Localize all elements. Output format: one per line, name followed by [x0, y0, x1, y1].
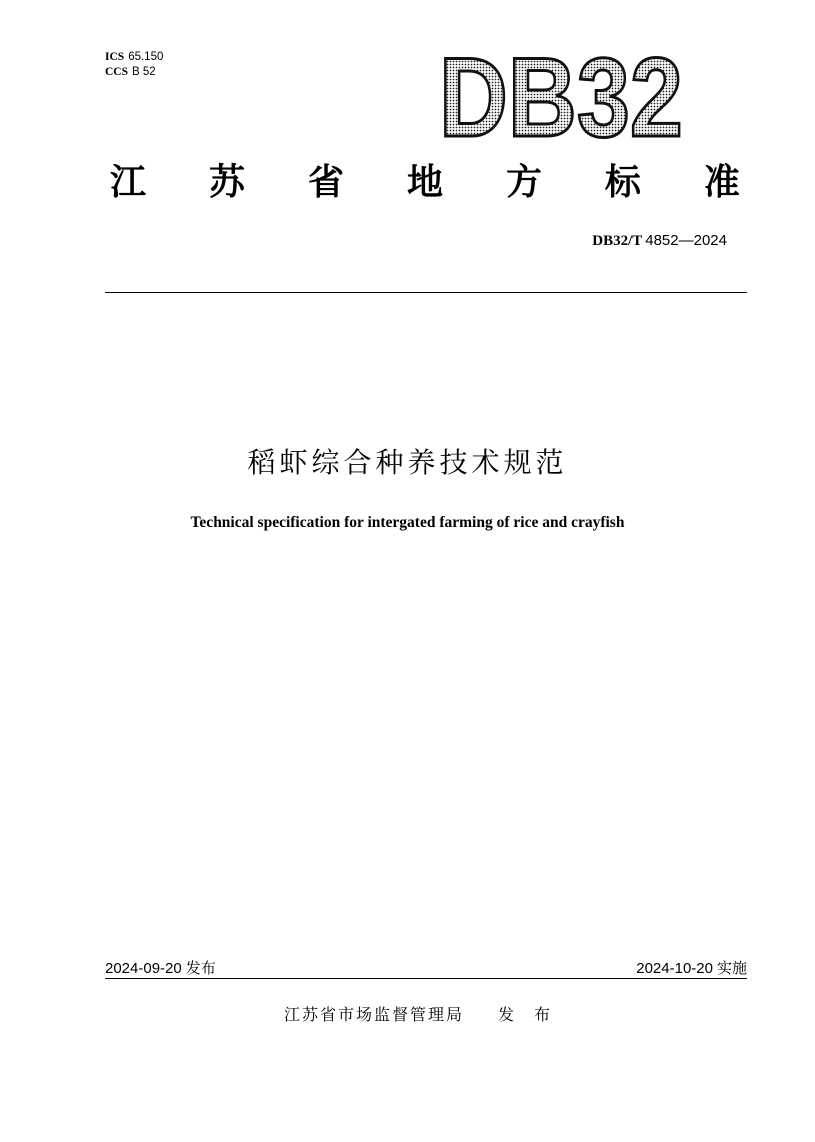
standard-type-char: 地 — [406, 162, 443, 203]
standard-type-char: 方 — [505, 162, 542, 203]
ics-code — [105, 49, 163, 64]
classification-codes — [105, 49, 163, 79]
publisher-name: 江苏省市场监督管理局 — [284, 1005, 465, 1024]
standard-type — [110, 158, 740, 208]
ccs-label: CCS — [105, 66, 129, 78]
standard-type-char: 准 — [703, 162, 740, 203]
footer-divider — [105, 978, 747, 979]
header-divider — [105, 292, 747, 293]
standard-type-char: 江 — [110, 162, 147, 203]
db32-logo — [437, 35, 689, 160]
ccs-code — [105, 64, 163, 79]
implement-date-value: 2024-10-20 — [636, 960, 713, 977]
implement-date — [636, 957, 747, 978]
title-english: Technical specification for intergated farming of rice and crayfish — [190, 514, 625, 531]
standard-type-char: 标 — [604, 162, 641, 203]
issue-word: 发布 — [185, 959, 216, 977]
title-chinese: 稻虾综合种养技术规范 — [247, 446, 568, 479]
standard-type-char: 省 — [307, 162, 344, 203]
ccs-value: B 52 — [132, 66, 156, 78]
standard-type-char: 苏 — [208, 162, 245, 203]
implement-word: 实施 — [716, 959, 747, 977]
standard-number-value: 4852—2024 — [645, 232, 727, 249]
standard-number-prefix: DB32/T — [592, 233, 643, 249]
publisher-verb: 发布 — [498, 1005, 571, 1024]
issue-date-value: 2024-09-20 — [105, 960, 182, 977]
logo-text: DB32 — [439, 35, 683, 160]
ics-label: ICS — [105, 51, 125, 63]
standard-number — [592, 231, 727, 250]
publisher — [284, 1002, 570, 1025]
ics-value: 65.150 — [128, 51, 164, 63]
issue-date — [105, 957, 216, 978]
